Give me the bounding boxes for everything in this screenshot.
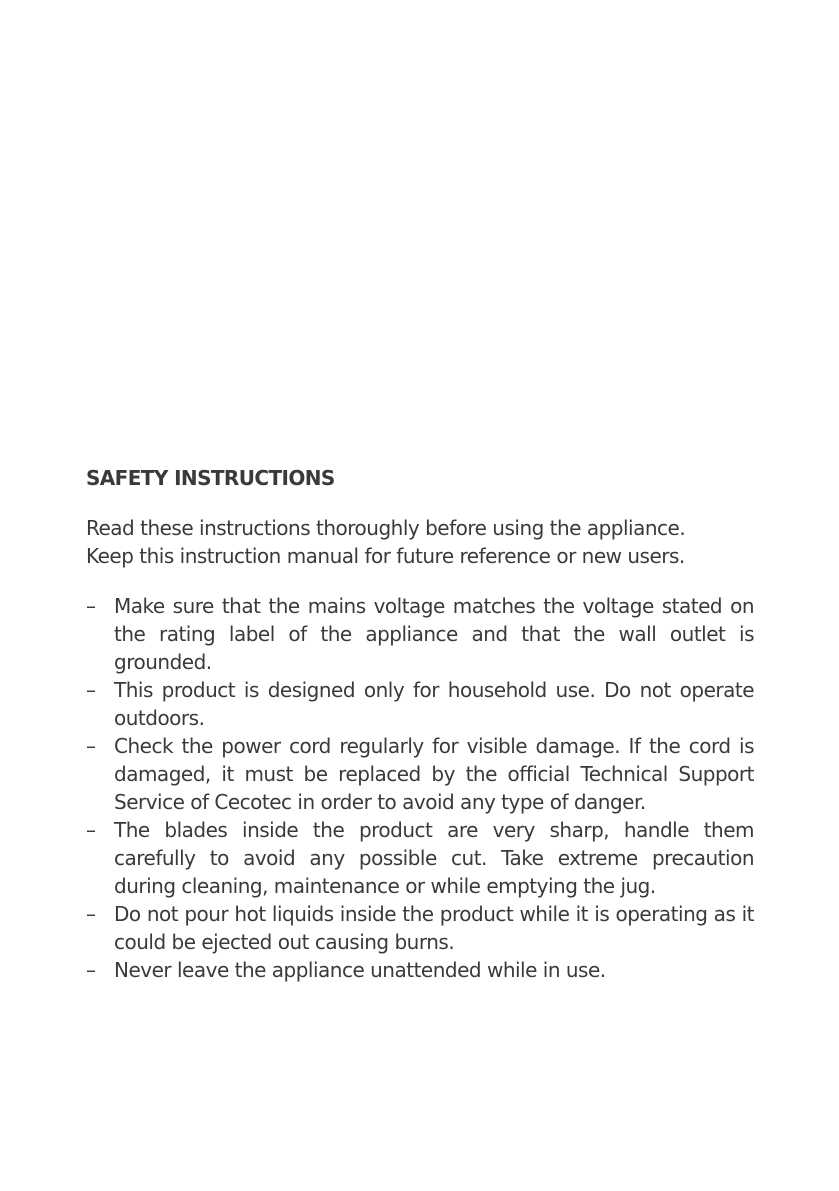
list-item-text: The blades inside the product are very sharp, handle them carefully to avoid any possible cut. Take extreme precaution during cleaning, maintenance or while emptying the jug. xyxy=(114,818,754,898)
list-item xyxy=(86,900,754,956)
list-item xyxy=(86,956,754,984)
bullet-dash: – xyxy=(86,902,96,926)
list-item xyxy=(86,676,754,732)
list-item-text: This product is designed only for household use. Do not operate outdoors. xyxy=(114,678,754,730)
bullet-dash: – xyxy=(86,594,96,618)
intro-line: Keep this instruction manual for future reference or new users. xyxy=(86,544,685,568)
list-item-text: Make sure that the mains voltage matches the voltage stated on the rating label of the appliance and that the wall outlet is grounded. xyxy=(114,594,754,674)
list-item xyxy=(86,732,754,816)
list-item xyxy=(86,816,754,900)
list-item-text: Check the power cord regularly for visible damage. If the cord is damaged, it must be replaced by the official Technical Support Service of Cecotec in order to avoid any type of danger. xyxy=(114,734,754,814)
intro-paragraph xyxy=(86,514,754,570)
bullet-dash: – xyxy=(86,678,96,702)
list-item xyxy=(86,592,754,676)
bullet-dash: – xyxy=(86,958,96,982)
bullet-dash: – xyxy=(86,818,96,842)
list-item-text: Do not pour hot liquids inside the product while it is operating as it could be ejected out causing burns. xyxy=(114,902,754,954)
safety-list xyxy=(86,592,754,984)
safety-section xyxy=(86,464,754,984)
list-item-text: Never leave the appliance unattended while in use. xyxy=(114,958,606,982)
bullet-dash: – xyxy=(86,734,96,758)
section-title: SAFETY INSTRUCTIONS xyxy=(86,466,335,490)
intro-line: Read these instructions thoroughly before using the appliance. xyxy=(86,516,686,540)
